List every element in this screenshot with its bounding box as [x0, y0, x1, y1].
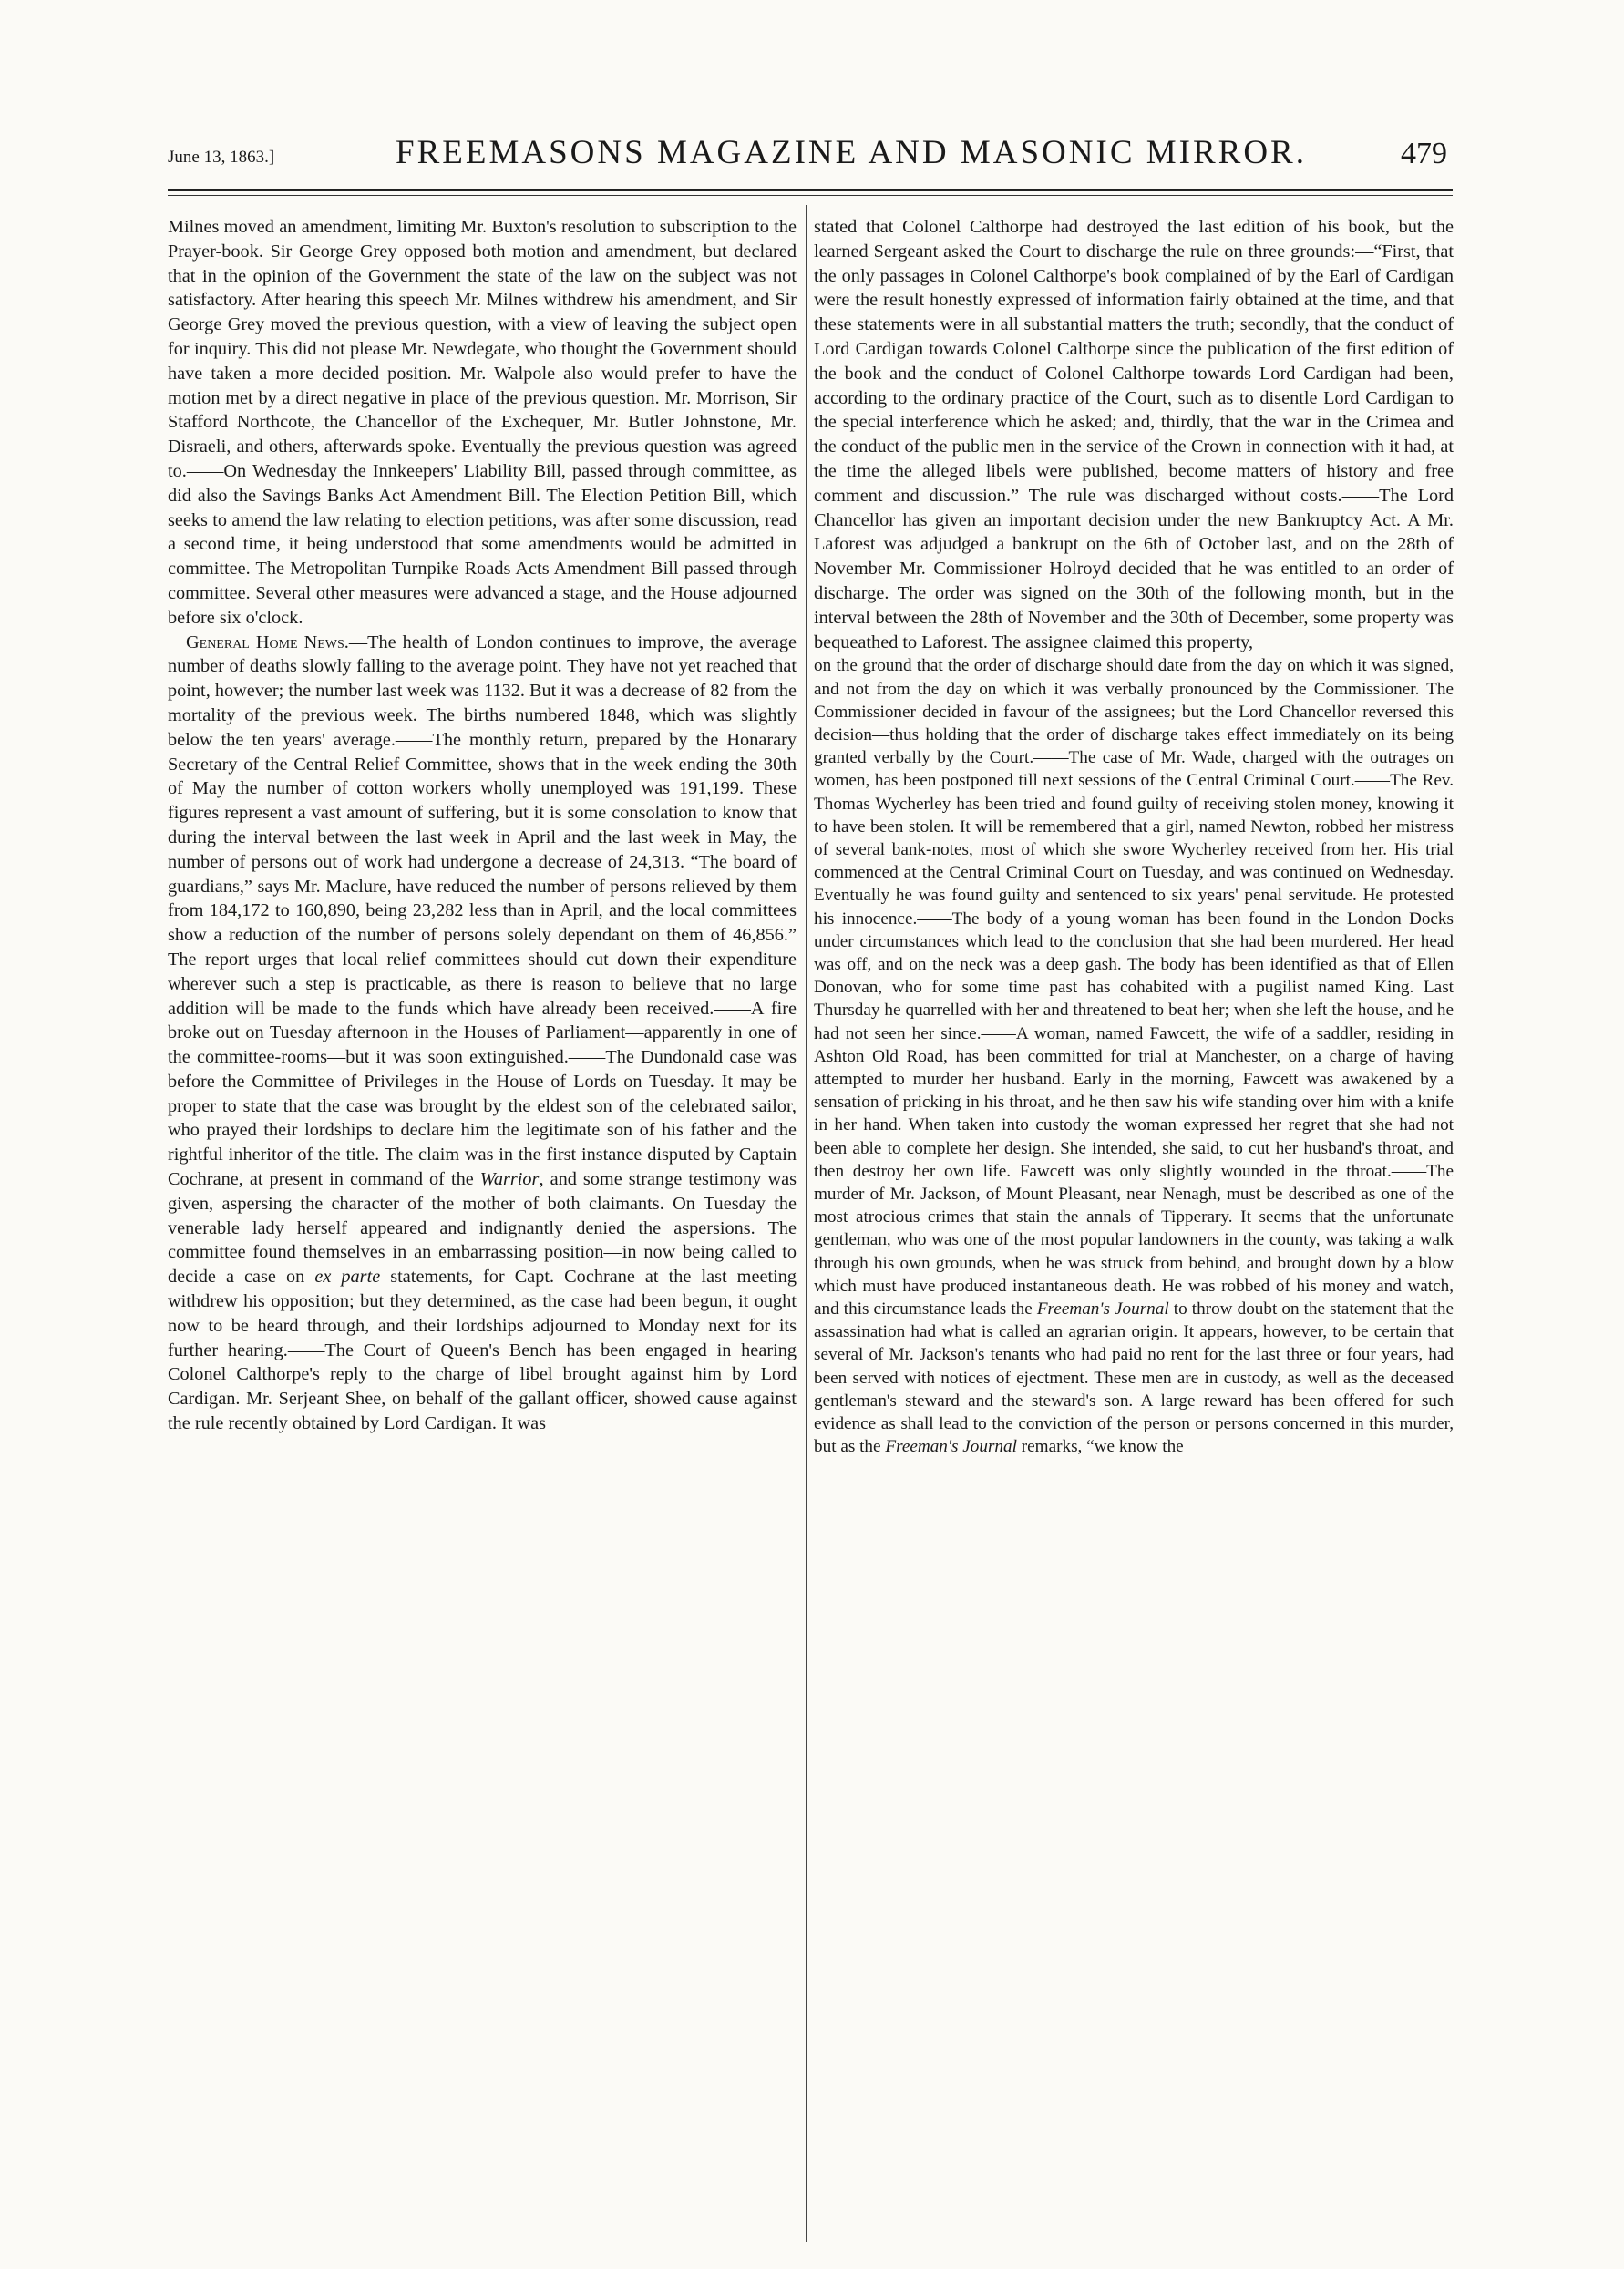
left-paragraph-2 [168, 631, 797, 1436]
page-header [168, 128, 1453, 182]
issue-date: June 13, 1863.] [168, 148, 275, 167]
right-paragraph-2 [814, 654, 1454, 1458]
column-divider [806, 205, 807, 2242]
right-paragraph-2-text-c: remarks, “we know the [1016, 1437, 1184, 1457]
right-paragraph-2-text-b: to throw doubt on the statement that the assassination had what is called an agrarian origin. It appears, however, to be certain that several of Mr. Jackson's tenants who had paid no rent for the last three or four years, had been served with notices of ejectment. These men are in custody, as well as the deceased gentleman's steward and the steward's son. A large reward has been offered for such evidence as shall lead to the conviction of the person or persons concerned in this murder, but as the [814, 1299, 1454, 1457]
page-number: 479 [1401, 137, 1447, 170]
ship-name: Warrior [479, 1169, 540, 1190]
header-rule-thick [168, 189, 1453, 191]
right-paragraph-2-text-a: on the ground that the order of discharge should date from the day on which it was signed, and not from the day on which it was verbally pronounced by the Commissioner. The Commissioner decided in favour of the assignees; but the Lord Chancellor reversed this decision—thus holding that the order of discharge takes effect immediately on its being granted verbally by the Court.——The case of Mr. Wade, charged with the outrages on women, has been postponed till next sessions of the Central Criminal Court.——The Rev. Thomas Wycherley has been tried and found guilty of receiving stolen money, knowing it to have been stolen. It will be remembered that a girl, named Newton, robbed her mistress of several bank-notes, most of which she swore Wycherley received from her. His trial commenced at the Central Criminal Court on Tuesday, and was continued on Wednesday. Eventually he was found guilty and sentenced to six years' penal servitude. He protested his innocence.——The body of a young woman has been found in the London Docks under circumstances which lead to the conclusion that she had been murdered. Her head was off, and on the neck was a deep gash. The body has been identified as that of Ellen Donovan, who for some time past has cohabited with a pugilist named King. Last Thursday he quarrelled with her and threatened to beat her; when she left the house, and he had not seen her since.——A woman, named Fawcett, the wife of a saddler, residing in Ashton Old Road, has been committed for trial at Manchester, on a charge of having attempted to murder her husband. Early in the morning, Fawcett was awakened by a sensation of pricking in his throat, and he then saw his wife standing over him with a knife in her hand. When taken into custody the woman expressed her regret that she had not been able to complete her design. She intended, she said, to cut her husband's throat, and then destroy her own life. Fawcett was only slightly wounded in the throat.——The murder of Mr. Jackson, of Mount Pleasant, near Nenagh, must be described as one of the most atrocious crimes that stain the annals of Tipperary. It seems that the unfortunate gentleman, who was one of the most popular landowners in the county, was taking a walk through his own grounds, when he was struck from behind, and brought down by a blow which must have produced instantaneous death. He was robbed of his money and watch, and this circumstance leads the [814, 656, 1454, 1319]
newspaper-name-2: Freeman's Journal [885, 1437, 1017, 1457]
latin-phrase: ex parte [314, 1267, 381, 1288]
left-paragraph-2-text-b: , and some strange testimony was given, aspersing the character of the mother of both claimants. On Tuesday the venerable lady herself appeared and indignantly denied the aspersions. The committee found themselves in an embarrassing position—in now being called to decide a case on [168, 1169, 797, 1288]
left-column [168, 215, 797, 1436]
left-paragraph-2-text-a: —The health of London continues to improve, the average number of deaths slowly falling to the average point. They have not yet reached that point, however; the number last week was 1132. But it was a decrease of 82 from the mortality of the previous week. The births numbered 1848, which was slightly below the ten years' average.——The monthly return, prepared by the Honarary Secretary of the Central Relief Committee, shows that in the week ending the 30th of May the number of cotton workers wholly unemployed was 191,199. These figures represent a vast amount of suffering, but it is some consolation to know that during the interval between the last week in April and the last week in May, the number of persons out of work had undergone a decrease of 24,313. “The board of guardians,” says Mr. Maclure, have reduced the number of persons relieved by them from 184,172 to 160,890, being 23,282 less than in April, and the local committees show a reduction of the number of persons solely dependant on them of 46,856.” The report urges that local relief committees should cut down their expenditure wherever such a step is practicable, as there is reason to believe that no large addition will be made to the funds which have already been received.——A fire broke out on Tuesday afternoon in the Houses of Parliament—apparently in one of the committee-rooms—but it was soon extinguished.——The Dundonald case was before the Committee of Privileges in the House of Lords on Tuesday. It may be proper to state that the case was brought by the eldest son of the celebrated sailor, who prayed their lordships to declare him the legitimate son of his father and the rightful inheritor of the title. The claim was in the first instance disputed by Captain Cochrane, at present in command of the [168, 631, 797, 1190]
left-paragraph-1: Milnes moved an amendment, limiting Mr. Buxton's resolution to subscription to the Prayer-book. Sir George Grey opposed both motion and amendment, but declared that in the opinion of the Government the state of the law on the subject was not satisfactory. After hearing this speech Mr. Milnes withdrew his amendment, and Sir George Grey moved the previous question, with a view of leaving the subject open for inquiry. This did not please Mr. Newdegate, who thought the Government should have taken a more decided position. Mr. Walpole also would prefer to have the motion met by a direct negative in place of the previous question. Mr. Morrison, Sir Stafford Northcote, the Chancellor of the Exchequer, Mr. Butler Johnstone, Mr. Disraeli, and others, afterwards spoke. Eventually the previous question was agreed to.——On Wednesday the Innkeepers' Liability Bill, passed through committee, as did also the Savings Banks Act Amendment Bill. The Election Petition Bill, which seeks to amend the law relating to election petitions, was after some discussion, read a second time, it being understood that some amendments would be admitted in committee. The Metropolitan Turnpike Roads Acts Amendment Bill passed through committee. Several other measures were advanced a stage, and the House adjourned before six o'clock. [168, 217, 797, 628]
running-title: FREEMASONS MAGAZINE AND MASONIC MIRROR. [396, 134, 1307, 171]
right-paragraph-1: stated that Colonel Calthorpe had destroyed the last edition of his book, but the learned Sergeant asked the Court to discharge the rule on three grounds:—“First, that the only passages in Colonel Calthorpe's book complained of by the Earl of Cardigan were the result honestly expressed of information fairly obtained at the time, and that these statements were in all substantial matters the truth; secondly, that the conduct of Lord Cardigan towards Colonel Calthorpe since the publication of the first edition of the book and the conduct of Colonel Calthorpe towards Lord Cardigan had been, according to the ordinary practice of the Court, such as to disentle Lord Cardigan to the special interference which he asked; and, thirdly, that the war in the Crimea and the conduct of the public men in the service of the Crown in connection with it had, at the time the alleged libels were published, become matters of history and free comment and discussion.” The rule was discharged without costs.——The Lord Chancellor has given an important decision under the new Bankruptcy Act. A Mr. Laforest was adjudged a bankrupt on the 6th of October last, and on the 28th of November Mr. Commissioner Holroyd decided that he was entitled to an order of discharge. The order was signed on the 30th of the following month, but in the interval between the 28th of November and the 30th of December, some property was bequeathed to Laforest. The assignee claimed this property, [814, 217, 1454, 652]
left-paragraph-2-text-c: statements, for Capt. Cochrane at the last meeting withdrew his opposition; but they determined, as the case had been begun, it ought now to be heard through, and their lordships adjourned to Monday next for its further hearing.——The Court of Queen's Bench has been engaged in hearing Colonel Calthorpe's reply to the charge of libel brought against him by Lord Cardigan. Mr. Serjeant Shee, on behalf of the gallant officer, showed cause against the rule recently obtained by Lord Cardigan. It was [168, 1267, 797, 1434]
right-column [814, 215, 1454, 1458]
header-rule-thin [168, 195, 1453, 196]
newspaper-name-1: Freeman's Journal [1036, 1299, 1169, 1319]
section-heading: General Home News. [186, 631, 349, 652]
